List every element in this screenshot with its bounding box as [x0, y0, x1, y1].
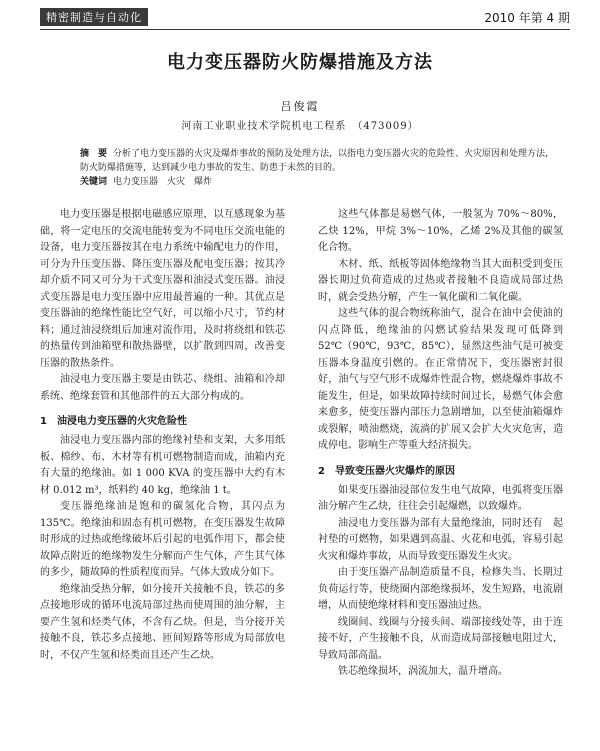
article-author: 吕俊霞 [280, 100, 320, 113]
right-column [318, 207, 563, 681]
paragraph: 绝缘油受热分解，如分接开关接触不良，铁芯的多点接地形成的循环电流局部过热而使周围的油分解，主要产生氢和烃类气体，不含有乙炔。但是，当分接开关接触不良，铁芯多点接地、匝间短路等形成为局部放电时，不仅产生氢和烃类而且还产生乙炔。 [40, 583, 285, 661]
abstract [80, 147, 562, 175]
paragraph: 木材、纸、纸板等固体绝缘物当其大面积受到变压器长期过负荷造成的过热或者接触不良造成局部过热时，就会受热分解，产生一氧化碳和二氧化碳。 [318, 258, 563, 303]
issue-number: 2010 年第 4 期 [484, 11, 570, 25]
paragraph: 电力变压器是根据电磁感应原理，以互感现象为基础，将一定电压的交流电能转变为不同电压交流电能的设备，电力变压器按其在电力系统中输配电力的作用，可分为升压变压器、降压变压器及配电变压器；按其冷却介质不同又可分为干式变压器和油浸式变压器。油浸式变压器是电力变压器中应用最普遍的一种。其优点是变压器油的绝缘性能比空气好，可以缩小尺寸，节约材料；通过油浸绕组后加速对流作用，及时将绕组和铁芯的热量传到油箱壁和散热器壁，以扩散到四周，改善变压器的散热条件。 [40, 209, 285, 369]
author-affiliation: 河南工业职业技术学院机电工程系 （473009） [181, 121, 419, 132]
left-column [40, 207, 285, 664]
keywords-label: 关键词 [80, 177, 108, 187]
header-rule [40, 29, 570, 30]
paragraph: 由于变压器产品制造质量不良，检修失当、长期过负荷运行等，使绕圈内部绝缘损坏，发生短路，电流剧增，从而使绝缘材料和变压器油过热。 [318, 567, 563, 611]
article-title: 电力变压器防火防爆措施及方法 [167, 52, 433, 73]
abstract-block [80, 147, 562, 189]
paragraph: 这些气体的混合物统称油气，混合在油中会使油的闪点降低，绝缘油的闪燃试验结果发现可低降到 52℃（90℃，93℃，85℃），显然这些油气是可被变压器本身温度引燃的。在正常情况下，变压器密封很好，油气与空气形不成爆炸性混合物，燃烧爆炸事故不能发生，但是，如果故障持续时间过长，易燃气体会愈来愈多，使变压器内部压力急剧增加，以至使油箱爆炸或裂解，喷油燃烧，流淌的扩展又会扩大火灾危害，造成停电、影响生产等重大经济损失。 [318, 308, 563, 451]
keywords-text: 电力变压器 火灾 爆炸 [113, 177, 213, 187]
paragraph: 如果变压器油浸部位发生电气故障，电弧将变压器油分解产生乙炔，往往会引起爆燃，以致爆炸。 [318, 484, 563, 512]
abstract-label: 摘 要 [80, 149, 108, 159]
section-heading-2: 2 导致变压器火灾爆炸的原因 [318, 465, 455, 477]
paragraph: 油浸电力变压器内部的绝缘衬垫和支架，大多用纸板、棉纱、布、木材等有机可燃物制造而成，油箱内充有大量的绝缘油。如 1 000 KVA 的变压器中大约有木材 0.012 m³，纸料约 40 kg，绝缘油 1 t。 [40, 435, 285, 496]
paragraph: 油浸电力变压器主要是由铁芯、绕组、油箱和冷却系统、绝缘套管和其他部件的五大部分构成的。 [40, 374, 285, 402]
paragraph: 变压器绝缘油是饱和的碳氢化合物，其闪点为 135℃。绝缘油和固态有机可燃物，在变压器发生故障时形成的过热或绝缘破坏后引起的电弧作用下，都会使故障点附近的绝缘物发生分解而产生气体，产生其气体的多少，随故障的性质程度而异。气体大致成分如下。 [40, 501, 285, 578]
journal-name: 精密制造与自动化 [40, 8, 148, 26]
abstract-text: 分析了电力变压器的火灾及爆炸事故的预防及处理方法，以指电力变压器火灾的危险性、火灾原因和处理方法，防火防爆措施等，达到减少电力事故的发生、防患于未然的目的。 [80, 149, 555, 173]
paragraph: 这些气体都是易燃气体，一般氢为 70%～80%，乙炔 12%，甲烷 3%～10%，乙烯 2%及其他的碳氢化合物。 [318, 209, 563, 253]
paragraph: 油浸电力变压器为部有大量绝缘油，同时还有 起衬垫的可燃物，如果遇到高温、火花和电弧，容易引起火灾和爆炸事故，从而导致变压器发生火灾。 [318, 517, 563, 562]
section-heading-1: 1 油浸电力变压器的火灾危险性 [40, 416, 187, 427]
paragraph: 线圈间、线圈与分接头间、端部接线处等，由于连接不好，产生接触不良，从而造成局部接触电阻过大，导致局部高温。 [318, 616, 563, 661]
running-header [40, 8, 570, 28]
keywords [80, 175, 562, 189]
paragraph: 铁芯绝缘损坏，涡流加大，温升增高。 [338, 666, 508, 677]
